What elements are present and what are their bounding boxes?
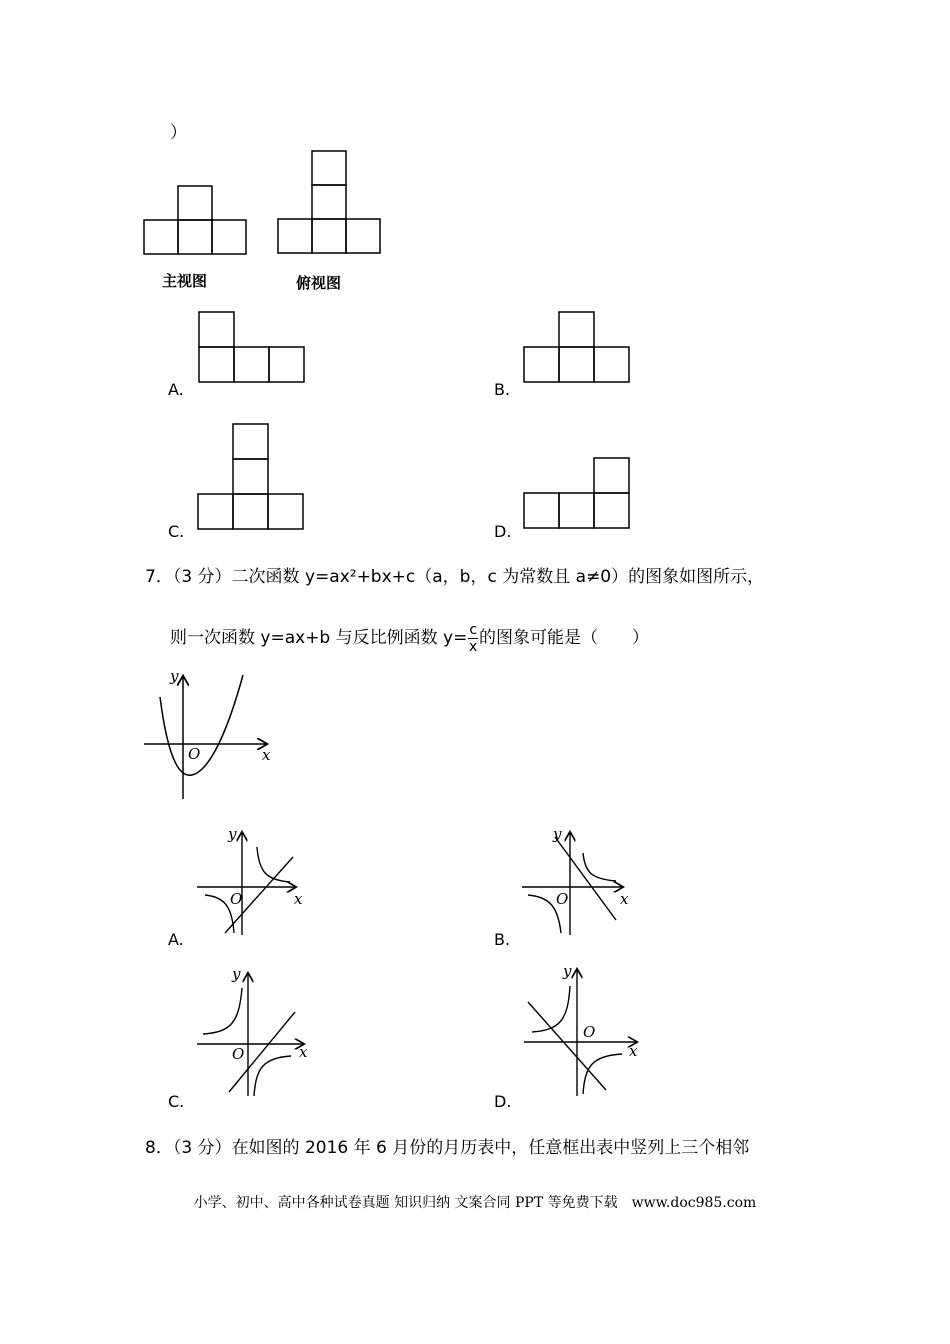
q7c-x-label: x bbox=[299, 1043, 308, 1061]
parabola-y-label: y bbox=[170, 667, 179, 685]
front-view-label: 主视图 bbox=[162, 272, 208, 290]
fraction-numerator: c bbox=[469, 621, 478, 638]
question-7-text-line1: 二次函数 y=ax²+bx+c（a，b，c 为常数且 a≠0）的图象如图所示， bbox=[231, 567, 765, 587]
q7-option-b-graph[interactable] bbox=[520, 825, 630, 940]
q7-option-a-label[interactable]: A. bbox=[168, 930, 184, 949]
q7a-y-label: y bbox=[228, 825, 237, 843]
q7b-origin-label: O bbox=[556, 890, 569, 908]
q6-option-c-label[interactable]: C. bbox=[168, 522, 185, 541]
question-7-line1 bbox=[145, 562, 764, 587]
q6-option-a-label[interactable]: A. bbox=[168, 380, 184, 399]
q6-option-a-figure[interactable] bbox=[196, 310, 306, 386]
q7d-y-label: y bbox=[563, 962, 572, 980]
q7-option-d-graph[interactable] bbox=[522, 964, 642, 1100]
q7a-origin-label: O bbox=[230, 890, 243, 908]
question-8-score: （3 分） bbox=[172, 1138, 232, 1158]
q7-option-b-label[interactable]: B. bbox=[494, 930, 511, 949]
question-7-text-line2-pre: 则一次函数 y=ax+b 与反比例函数 y= bbox=[170, 628, 468, 648]
q7c-y-label: y bbox=[232, 965, 241, 983]
q7a-x-label: x bbox=[294, 890, 303, 908]
question-7-line2 bbox=[170, 618, 649, 658]
parabola-x-label: x bbox=[262, 746, 271, 764]
question-8-number: 8． bbox=[145, 1138, 173, 1158]
q7-option-d-label[interactable]: D. bbox=[494, 1092, 512, 1111]
q7d-x-label: x bbox=[629, 1042, 638, 1060]
fraction-denominator: x bbox=[469, 638, 478, 655]
question-7-number: 7． bbox=[145, 567, 173, 587]
question-6-closing-paren: ） bbox=[170, 123, 187, 143]
q7b-y-label: y bbox=[553, 825, 562, 843]
question-7-score: （3 分） bbox=[172, 567, 232, 587]
front-view-figure bbox=[140, 182, 252, 258]
inverse-function-fraction bbox=[468, 623, 478, 654]
q7c-origin-label: O bbox=[232, 1045, 245, 1063]
parabola-graph bbox=[140, 665, 280, 805]
question-8 bbox=[145, 1133, 749, 1158]
question-8-text: 在如图的 2016 年 6 月份的月历表中，任意框出表中竖列上三个相邻 bbox=[231, 1138, 750, 1158]
q7b-x-label: x bbox=[620, 890, 629, 908]
q7-option-c-label[interactable]: C. bbox=[168, 1092, 185, 1111]
parabola-origin-label: O bbox=[188, 745, 201, 763]
page-footer[interactable]: 小学、初中、高中各种试卷真题 知识归纳 文案合同 PPT 等免费下载 www.doc985.com bbox=[193, 1195, 757, 1211]
q6-option-b-label[interactable]: B. bbox=[494, 380, 511, 399]
top-view-label: 俯视图 bbox=[296, 274, 342, 292]
top-view-figure bbox=[274, 147, 386, 259]
q7d-origin-label: O bbox=[583, 1023, 596, 1041]
q6-option-d-label[interactable]: D. bbox=[494, 522, 512, 541]
q6-option-b-figure[interactable] bbox=[522, 310, 632, 386]
q7-option-c-graph[interactable] bbox=[195, 968, 310, 1100]
q6-option-d-figure[interactable] bbox=[522, 456, 632, 532]
q6-option-c-figure[interactable] bbox=[196, 422, 306, 532]
question-7-text-line2-post: 的图象可能是（ ） bbox=[479, 628, 650, 648]
q7-option-a-graph[interactable] bbox=[195, 825, 305, 940]
